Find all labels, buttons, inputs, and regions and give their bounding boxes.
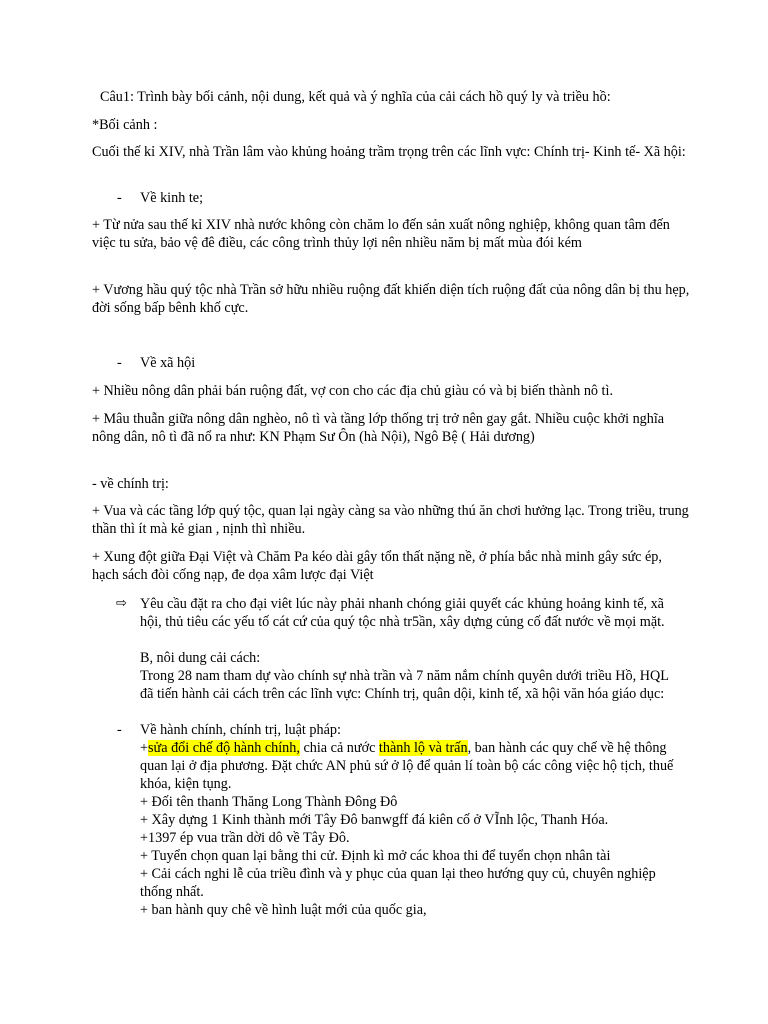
dash-bullet: - [117,722,122,738]
admin-point: + Tuyển chọn quan lại bằng thi cử. Định kì mở các khoa thi để tuyển chọn nhân tài [140,848,611,864]
context-heading: *Bối cảnh : [92,117,158,133]
economy-heading: Về kinh te; [140,190,204,206]
content-heading: B, nôi dung cải cách: [140,650,261,666]
economy-point: + Từ nửa sau thế kỉ XIV nhà nước không còn chăm lo đến sản xuất nông nghiệp, không quan tâm đến việc tu sửa, bảo vệ đê điều, các công trình thủy lợi nên nhiều năm bị mất mùa đói kém [92,217,670,251]
politics-point: + Vua và các tầng lớp quý tộc, quan lại ngày càng sa vào những thú ăn chơi hưởng lạc. Trong triều, trung thần thì ít mà kẻ gian , nịnh thì nhiều. [92,503,689,537]
arrow-bullet-icon: ⇨ [116,596,127,611]
admin-heading: Về hành chính, chính trị, luật pháp: [140,722,341,738]
economy-point: + Vương hầu quý tộc nhà Trần sở hữu nhiều ruộng đất khiến diện tích ruộng đất của nông dân bị thu hẹp, đời sống bấp bênh khố cực. [92,282,690,316]
admin-point: +1397 ép vua trần dời dô về Tây Đô. [140,830,350,846]
question-title: Câu1: Trình bày bối cảnh, nội dung, kết quả và ý nghĩa của cải cách hồ quý ly và triều hồ: [100,89,611,105]
admin-text: chia cả nước [299,740,379,756]
plus-sign: + [140,740,149,756]
admin-point: + ban hành quy chê về hình luật mới của quốc gia, [140,902,427,918]
conclusion-text: Yêu cầu đặt ra cho đại viêt lúc này phải nhanh chóng giải quyết các khủng hoảng kinh tế, xã hội, thủ tiêu các yếu tố cát cứ của quý tộc nhà tr5ần, xây dựng củng cố đất nước về mọi mặt. [140,596,665,630]
admin-text: , ban hành các quy chế về hệ thông quan lại ở địa phương. Đặt chức AN phủ sứ ở lộ để quản lí toàn bộ các công việc hộ tịch, thuế khóa, kiện tụng. [140,740,674,792]
dash-bullet: - [117,355,122,371]
content-intro: Trong 28 nam tham dự vào chính sự nhà trần và 7 năm nắm chính quyên dưới triều Hồ, HQL đã tiến hành cải cách trên các lĩnh vực: Chính trị, quân dội, kinh tế, xã hội văn hóa giáo dục: [140,668,669,702]
politics-point: + Xung đột giữa Đại Việt và Chăm Pa kéo dài gây tổn thất nặng nề, ở phía bắc nhà minh gây sức ép, hạch sách đòi cống nạp, đe dọa xâm lược đại Việt [92,549,662,583]
context-intro: Cuối thế kỉ XIV, nhà Trần lâm vào khủng hoảng trầm trọng trên các lĩnh vực: Chính trị- Kinh tế- Xã hội: [92,144,686,160]
highlighted-text: sửa đổi chế độ hành chính, [148,740,300,756]
politics-heading: - về chính trị: [92,476,169,492]
highlighted-text: thành lộ và trấn [378,740,468,756]
society-heading: Về xã hội [140,355,196,371]
society-point: + Mâu thuẫn giữa nông dân nghèo, nô tì và tầng lớp thống trị trở nên gay gắt. Nhiều cuộc khởi nghĩa nông dân, nô tì đã nổ ra như: KN Phạm Sư Ôn (hà Nội), Ngô Bệ ( Hải dương) [92,411,665,445]
society-point: + Nhiều nông dân phải bán ruộng đất, vợ con cho các địa chủ giàu có và bị biến thành nô tì. [92,383,613,399]
admin-point: + Cải cách nghi lễ của triều đình và y phục của quan lại theo hướng quy củ, chuyên nghiệp thống nhất. [140,866,656,900]
admin-first-point [140,739,680,793]
dash-bullet: - [117,190,122,206]
admin-point: + Xây dựng 1 Kinh thành mới Tây Đô banwgff đá kiên cố ở VĨnh lộc, Thanh Hóa. [140,812,609,828]
admin-point: + Đối tên thanh Thăng Long Thành Đông Đô [140,794,398,810]
